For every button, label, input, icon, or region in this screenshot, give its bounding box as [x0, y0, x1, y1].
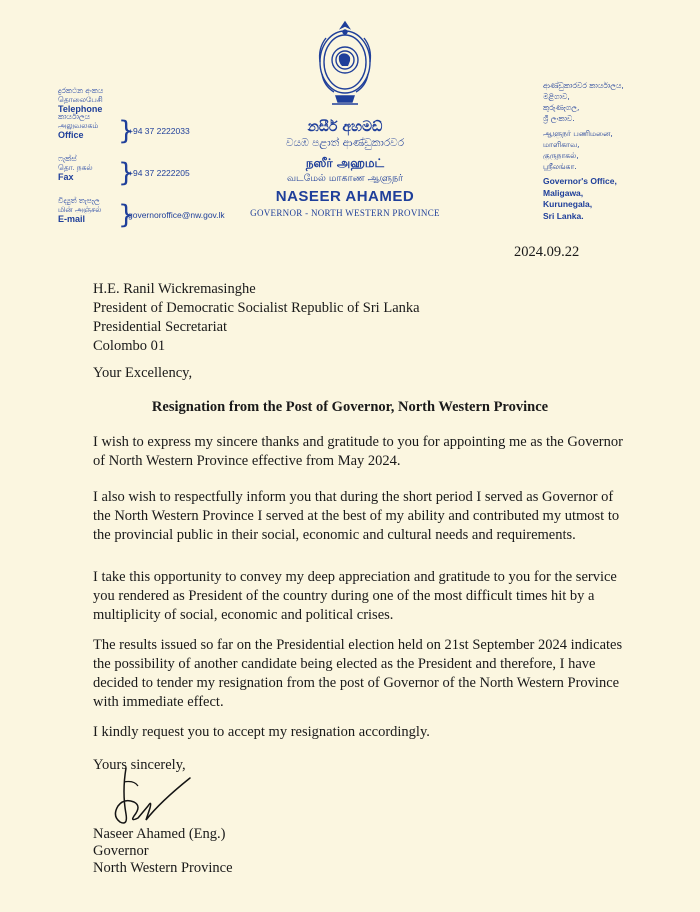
contact-label-en: E-mail [58, 214, 86, 224]
address-si-line: ආණ්ඩුකාරවර කාර්යාලය, [543, 81, 624, 90]
address-en-line: Governor's Office, [543, 176, 617, 186]
signer-block [93, 826, 233, 877]
body-paragraph: I take this opportunity to convey my deep appreciation and gratitude to you for the service you rendered as President of the country during one of the most difficult times hit by a multiplicity of social, economic and political crises. [93, 569, 617, 623]
contact-label-si: දුරකථන අංකය [58, 86, 104, 95]
contact-label-en: Fax [58, 172, 74, 182]
office-phone: +94 37 2222033 [128, 126, 190, 136]
body-paragraph: I also wish to respectfully inform you that during the short period I served as Governor of the North Western Province I served at the best of my ability and contributed my utmost to the provincial public in their social, economic and cultural needs and requirements. [93, 489, 620, 543]
contact-office [58, 112, 258, 154]
address-ta-line: ஸ்ரீலங்கா. [543, 162, 577, 171]
brace-icon: } [118, 158, 135, 188]
contact-label-si: කාර්යාලය [58, 112, 91, 121]
address-en-line: Kurunegala, [543, 199, 593, 209]
contact-label-ta: அலுவலகம் [58, 121, 99, 130]
name-tamil: நஸீர் அஹமட் [305, 156, 385, 170]
body-paragraph: I wish to express my sincere thanks and gratitude to you for appointing me as the Governor of North Western Province effective from May 2024. [93, 434, 623, 469]
address-si-line: මළිගාව, [543, 92, 570, 101]
name-english: NASEER AHAMED [275, 188, 415, 205]
address-ta-line: ஆளுநர் பணிமனை, [543, 129, 613, 138]
title-tamil: வடமேல் மாகாண ஆளுநர் [286, 173, 404, 184]
brace-icon: } [118, 116, 135, 146]
address-en-line: Maligawa, [543, 187, 584, 198]
address-si-line: ශ්‍රී ලංකාව. [543, 114, 575, 123]
signature-icon [104, 762, 204, 834]
contact-label-si: ෆැක්ස් [58, 154, 77, 163]
email-address: governoroffice@nw.gov.lk [128, 210, 225, 220]
letter-date: 2024.09.22 [514, 244, 580, 260]
fax-number: +94 37 2222205 [128, 168, 190, 178]
letter-subject: Resignation from the Post of Governor, North Western Province [151, 399, 549, 415]
signer-name: Naseer Ahamed (Eng.) [93, 826, 226, 842]
salutation: Your Excellency, [93, 365, 193, 381]
contact-fax [58, 154, 258, 196]
signer-title: Governor [93, 843, 149, 859]
contact-label-si: විද්‍යුත් තැපෑල [58, 196, 100, 205]
address-si-line: කුරුණෑගල, [543, 103, 580, 112]
contact-label-ta: மின் அஞ்சல் [58, 205, 102, 214]
letterhead-contacts [58, 86, 258, 238]
contact-label-en: Office [58, 130, 84, 140]
contact-label-en: Telephone [58, 104, 103, 114]
name-sinhala: නසීර් අහමඩ් [307, 119, 383, 135]
signer-province: North Western Province [93, 860, 233, 876]
body-paragraph: I kindly request you to accept my resignation accordingly. [93, 724, 430, 740]
body-paragraph: The results issued so far on the Presidential election held on 21st September 2024 indicates the possibility of another candidate being elected as the President and therefore, I have decided to tender my resignation from the post of Governor of the North Western Province with immediate effect. [93, 637, 623, 710]
title-english: GOVERNOR - NORTH WESTERN PROVINCE [250, 208, 440, 218]
title-sinhala: වයඹ පළාත් ආණ්ඩුකාරවර [285, 137, 405, 149]
address-ta-line: மாளிகாவ, [543, 140, 580, 149]
addressee-line: Colombo 01 [93, 338, 166, 354]
contact-label-ta: தொலைபேசி [58, 95, 103, 104]
addressee-line: H.E. Ranil Wickremasinghe [93, 281, 256, 297]
letterhead-title [240, 18, 450, 219]
addressee-line: President of Democratic Socialist Republic of Sri Lanka [93, 300, 420, 316]
address-ta-line: குருநாகல், [543, 151, 579, 160]
sri-lanka-emblem-icon [314, 18, 376, 110]
contact-telephone-heading [58, 86, 258, 112]
letterhead-address [543, 80, 663, 222]
addressee-line: Presidential Secretariat [93, 319, 228, 335]
address-en-line: Sri Lanka. [543, 210, 584, 221]
brace-icon: } [118, 200, 135, 230]
contact-label-ta: தொ. நகல் [58, 163, 93, 172]
closing: Yours sincerely, [93, 757, 186, 773]
addressee-block [93, 280, 420, 356]
contact-email [58, 196, 258, 238]
